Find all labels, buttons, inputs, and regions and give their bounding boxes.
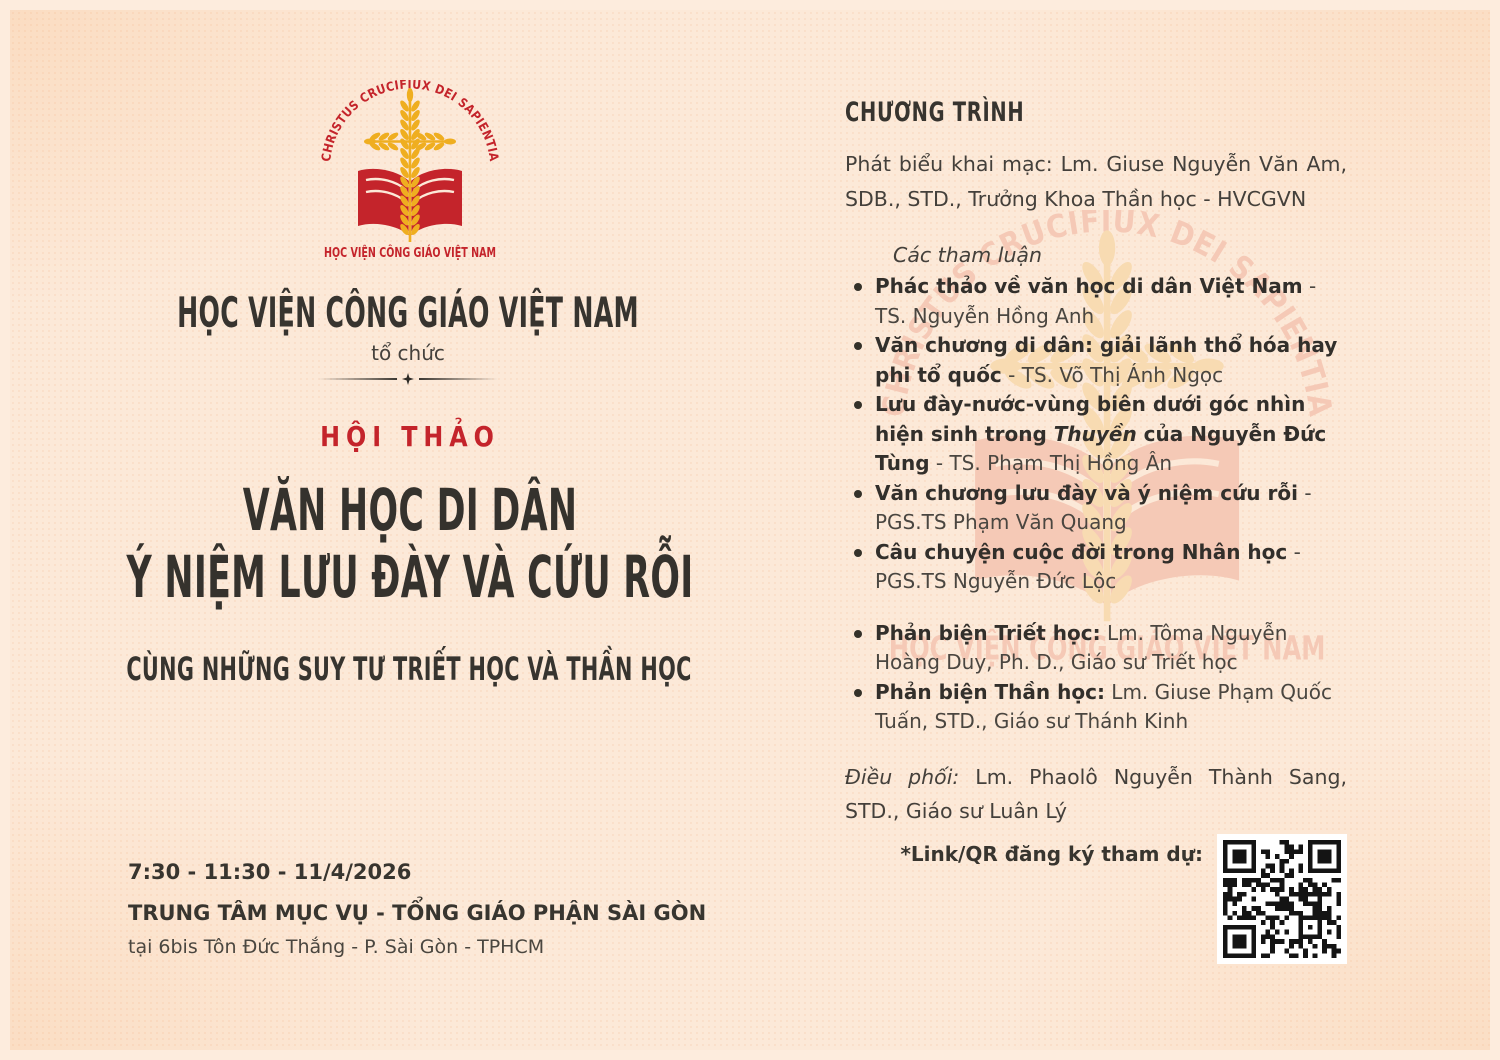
talk-title: Văn chương lưu đày và ý niệm cứu rỗi <box>875 480 1298 505</box>
event-address: tại 6bis Tôn Đức Thắng - P. Sài Gòn - TPHCM <box>128 936 545 958</box>
program-item <box>845 678 1347 737</box>
program-item <box>845 272 1347 331</box>
talk-title: Lưu đày-nước-vùng biên dưới góc nhìn hiện sinh trong <box>875 392 1306 446</box>
talk-speaker: - TS. Phạm Thị Hồng Ân <box>929 451 1173 475</box>
talk-title: Câu chuyện cuộc đời trong Nhân học <box>875 539 1288 564</box>
coordinator-label: Điều phối: <box>845 765 960 789</box>
program-list <box>845 272 1347 737</box>
talk-speaker: - TS. Võ Thị Ánh Ngọc <box>1001 362 1224 387</box>
event-datetime: 7:30 - 11:30 - 11/4/2026 <box>128 860 412 884</box>
talk-speaker: Lm. Tôma Nguyễn Hoàng Duy, Ph. D., Giáo sư Triết học <box>875 620 1288 674</box>
event-type-label: HỘI THẢO <box>320 420 500 453</box>
talk-title: Phác thảo về văn học di dân Việt Nam <box>875 274 1303 298</box>
organization-name: HỌC VIỆN CÔNG GIÁO VIỆT NAM <box>177 288 639 337</box>
program-heading: CHƯƠNG TRÌNH <box>845 97 1025 128</box>
talk-title: Phản biện Thần học: <box>875 679 1105 704</box>
divider-line-right <box>419 378 498 380</box>
institute-logo <box>278 80 538 275</box>
event-subtitle: CÙNG NHỮNG SUY TƯ TRIẾT HỌC VÀ THẦN HỌC <box>126 650 692 688</box>
talk-speaker: - PGS.TS Phạm Văn Quang <box>875 480 1312 534</box>
event-venue: TRUNG TÂM MỤC VỤ - TỔNG GIÁO PHẬN SÀI GÒN <box>128 901 707 925</box>
program-item <box>845 331 1347 390</box>
talk-speaker: - PGS.TS Nguyễn Đức Lộc <box>875 539 1301 593</box>
registration-qr-code <box>1217 834 1347 964</box>
program-item <box>845 390 1347 479</box>
event-title-line2: Ý NIỆM LƯU ĐÀY VÀ CỨU RỖI <box>126 543 694 611</box>
talk-title-italic: Thuyền <box>1053 421 1137 446</box>
program-item <box>845 479 1347 538</box>
registration-row <box>845 834 1347 964</box>
talk-title: Văn chương di dân: giải lãnh thổ hóa hay phi tổ quốc <box>875 333 1338 387</box>
event-title-line1: VĂN HỌC DI DÂN <box>242 476 578 544</box>
opening-speech: Phát biểu khai mạc: Lm. Giuse Nguyễn Văn Am, SDB., STD., Trưởng Khoa Thần học - HVCGVN <box>845 152 1347 211</box>
discussions-label: Các tham luận <box>893 243 1042 267</box>
talk-speaker: Lm. Giuse Phạm Quốc Tuấn, STD., Giáo sư Thánh Kinh <box>875 679 1332 733</box>
talk-title: của Nguyễn Đức Tùng <box>875 421 1327 475</box>
event-logistics <box>128 860 706 958</box>
qr-registration-label: *Link/QR đăng ký tham dự: <box>900 842 1203 866</box>
cross-star-icon <box>402 373 414 385</box>
divider-line-left <box>318 378 397 380</box>
coordinator-line <box>845 760 1347 828</box>
ornament-divider <box>318 372 498 386</box>
program-item <box>845 619 1347 678</box>
talk-title: Phản biện Triết học: <box>875 620 1101 645</box>
talk-speaker: - TS. Nguyễn Hồng Anh <box>875 274 1317 328</box>
coordinator-name: Lm. Phaolô Nguyễn Thành Sang, STD., Giáo sư Luân Lý <box>845 765 1347 823</box>
program-item <box>845 538 1347 597</box>
organized-by-label: tổ chức <box>371 341 445 365</box>
